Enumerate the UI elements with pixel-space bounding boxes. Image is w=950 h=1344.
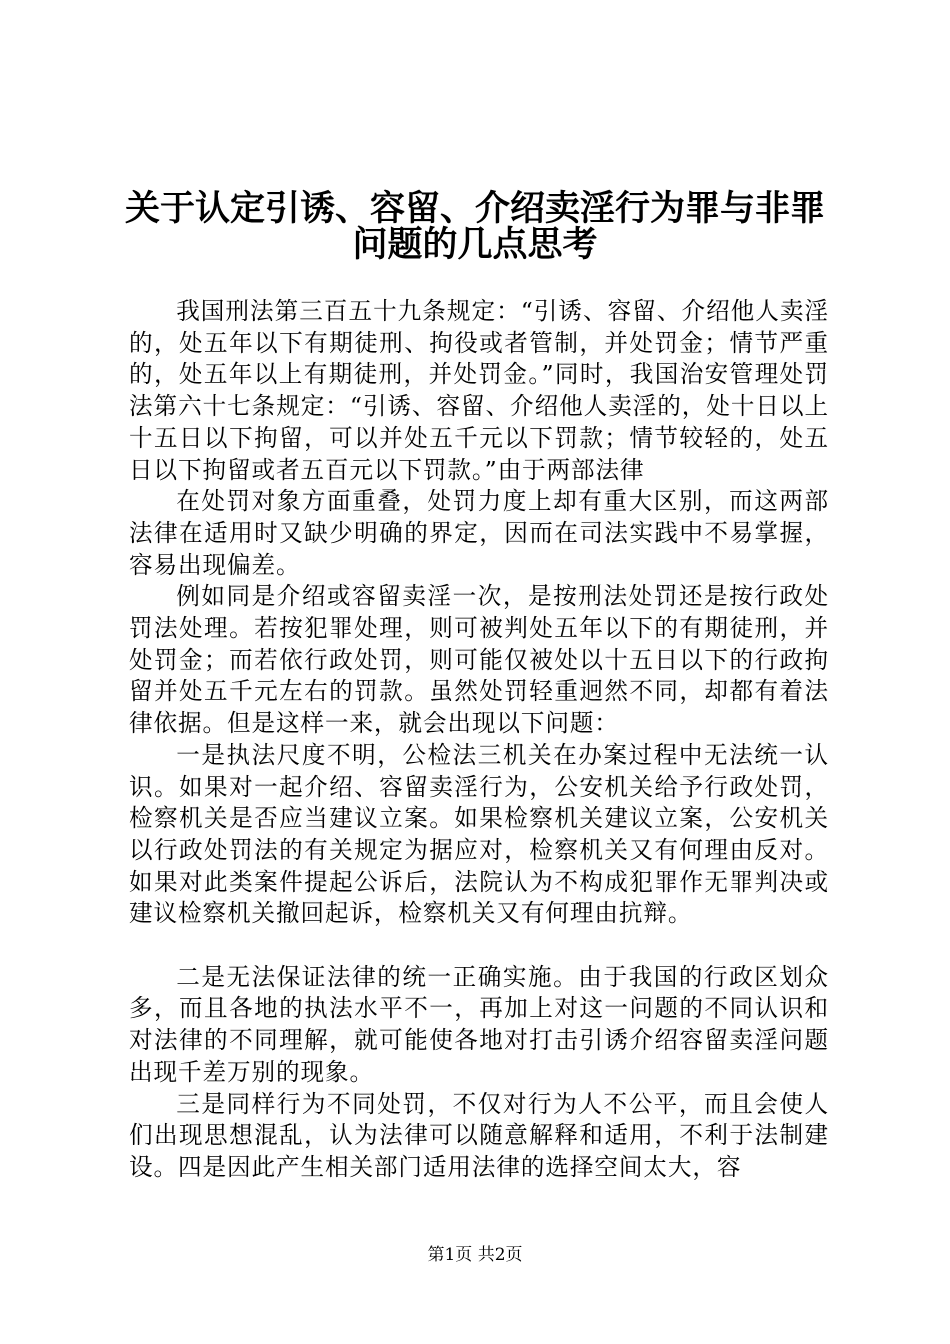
document-title-line-1: 关于认定引诱、容留、介绍卖淫行为罪与非罪 <box>124 189 825 229</box>
paragraph-problem-two: 二是无法保证法律的统一正确实施。由于我国的行政区划众多，而且各地的执法水平不一，再加上对这一问题的不同认识和对法律的不同理解，就可能使各地对打击引诱介绍容留卖淫问题出现千差万别的现象。 <box>129 962 829 1086</box>
paragraph-example: 例如同是介绍或容留卖淫一次，是按刑法处罚还是按行政处罚法处理。若按犯罪处理，则可被判处五年以下的有期徒刑，并处罚金；而若依行政处罚，则可能仅被处以十五日以下的行政拘留并处五千元左右的罚款。虽然处罚轻重迥然不同，却都有着法律依据。但是这样一来，就会出现以下问题： <box>129 582 829 738</box>
page-number-footer: 第1页 共2页 <box>427 1245 523 1265</box>
document-title-line-2: 问题的几点思考 <box>352 225 598 265</box>
document-body <box>129 296 829 1184</box>
paragraph-criminal-law-provision: 我国刑法第三百五十九条规定：“引诱、容留、介绍他人卖淫的，处五年以下有期徒刑、拘役或者管制，并处罚金；情节严重的，处五年以上有期徒刑，并处罚金。”同时，我国治安管理处罚法第六十七条规定：“引诱、容留、介绍他人卖淫的，处十日以上十五日以下拘留，可以并处五千元以下罚款；情节较轻的，处五日以下拘留或者五百元以下罚款。”由于两部法律 <box>129 297 829 484</box>
paragraph-overlap: 在处罚对象方面重叠，处罚力度上却有重大区别，而这两部法律在适用时又缺少明确的界定，因而在司法实践中不易掌握，容易出现偏差。 <box>129 487 829 579</box>
paragraph-problem-one: 一是执法尺度不明，公检法三机关在办案过程中无法统一认识。如果对一起介绍、容留卖淫行为，公安机关给予行政处罚，检察机关是否应当建议立案。如果检察机关建议立案，公安机关以行政处罚法的有关规定为据应对，检察机关又有何理由反对。如果对此类案件提起公诉后，法院认为不构成犯罪作无罪判决或建议检察机关撤回起诉，检察机关又有何理由抗辩。 <box>129 740 829 928</box>
paragraph-problem-three: 三是同样行为不同处罚，不仅对行为人不公平，而且会使人们出现思想混乱，认为法律可以随意解释和适用，不利于法制建设。四是因此产生相关部门适用法律的选择空间太大，容 <box>129 1089 829 1181</box>
